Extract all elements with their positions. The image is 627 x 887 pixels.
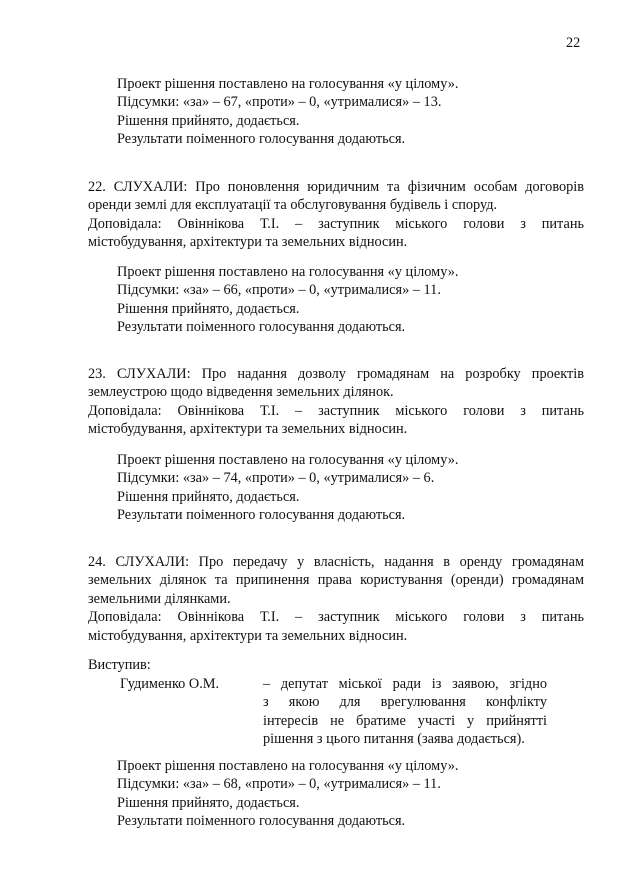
reporter-line: містобудування, архітектури та земельних відносин.: [88, 421, 408, 438]
speeches-heading: Виступив:: [88, 657, 151, 673]
vote-line: Проект рішення поставлено на голосування «у цілому».: [117, 452, 459, 468]
speaker-name: Гудименко О.М.: [120, 676, 220, 692]
speaker-statement-line: інтересів не братиме участі у прийнятті: [263, 712, 547, 729]
vote-result-block: [117, 451, 587, 525]
reporter-line: містобудування, архітектури та земельних відносин.: [88, 234, 408, 251]
reporter-line: Доповідала: Овіннікова Т.І. – заступник міського голови з питань: [88, 402, 584, 419]
item-heading-line: оренди землі для експлуатації та обслуговування будівель і споруд.: [88, 197, 498, 214]
vote-line: Рішення прийнято, додається.: [117, 488, 300, 505]
vote-line: Рішення прийнято, додається.: [117, 300, 300, 317]
reporter-line: Доповідала: Овіннікова Т.І. – заступник міського голови з питань: [88, 609, 584, 626]
vote-line: Проект рішення поставлено на голосування «у цілому».: [117, 758, 459, 774]
vote-line: Результати поіменного голосування додаються.: [117, 507, 406, 524]
vote-line: Результати поіменного голосування додаються.: [117, 319, 406, 336]
item-heading-line: землеустрою щодо відведення земельних ділянок.: [88, 384, 394, 401]
item-heading-line: земельних ділянок та припинення права користування (оренди) громадянам: [88, 572, 584, 589]
vote-line: Підсумки: «за» – 74, «проти» – 0, «утрималися» – 6.: [117, 470, 435, 487]
item-heading-line: 22. СЛУХАЛИ: Про поновлення юридичним та фізичним особам договорів: [88, 179, 584, 195]
vote-result-block: [117, 263, 587, 337]
vote-line: Результати поіменного голосування додаються.: [117, 131, 406, 148]
page-number: 22: [566, 35, 581, 51]
vote-result-block: [117, 75, 587, 149]
agenda-item-22: [88, 178, 584, 252]
reporter-line: містобудування, архітектури та земельних відносин.: [88, 627, 408, 644]
reporter-line: Доповідала: Овіннікова Т.І. – заступник міського голови з питань: [88, 215, 584, 232]
vote-line: Результати поіменного голосування додаються.: [117, 813, 406, 830]
vote-line: Підсумки: «за» – 68, «проти» – 0, «утрималися» – 11.: [117, 776, 441, 793]
vote-line: Рішення прийнято, додається.: [117, 794, 300, 811]
item-heading-line: 24. СЛУХАЛИ: Про передачу у власність, надання в оренду громадянам: [88, 554, 584, 570]
agenda-item-23: [88, 365, 584, 439]
vote-line: Проект рішення поставлено на голосування «у цілому».: [117, 264, 459, 280]
vote-line: Підсумки: «за» – 66, «проти» – 0, «утрималися» – 11.: [117, 282, 441, 299]
agenda-item-24: [88, 553, 584, 645]
vote-line: Проект рішення поставлено на голосування «у цілому».: [117, 76, 459, 92]
speaker-statement-line: з якою для врегулювання конфлікту: [263, 694, 547, 711]
item-heading-line: 23. СЛУХАЛИ: Про надання дозволу громадянам на розробку проектів: [88, 366, 584, 382]
vote-line: Підсумки: «за» – 67, «проти» – 0, «утрималися» – 13.: [117, 94, 442, 111]
vote-result-block: [117, 757, 587, 831]
vote-line: Рішення прийнято, додається.: [117, 112, 300, 129]
speaker-statement-line: рішення з цього питання (заява додається).: [263, 731, 525, 748]
speaker-statement: [263, 675, 547, 749]
item-heading-line: земельними ділянками.: [88, 590, 231, 607]
speaker-statement-line: – депутат міської ради із заявою, згідно: [263, 676, 547, 692]
